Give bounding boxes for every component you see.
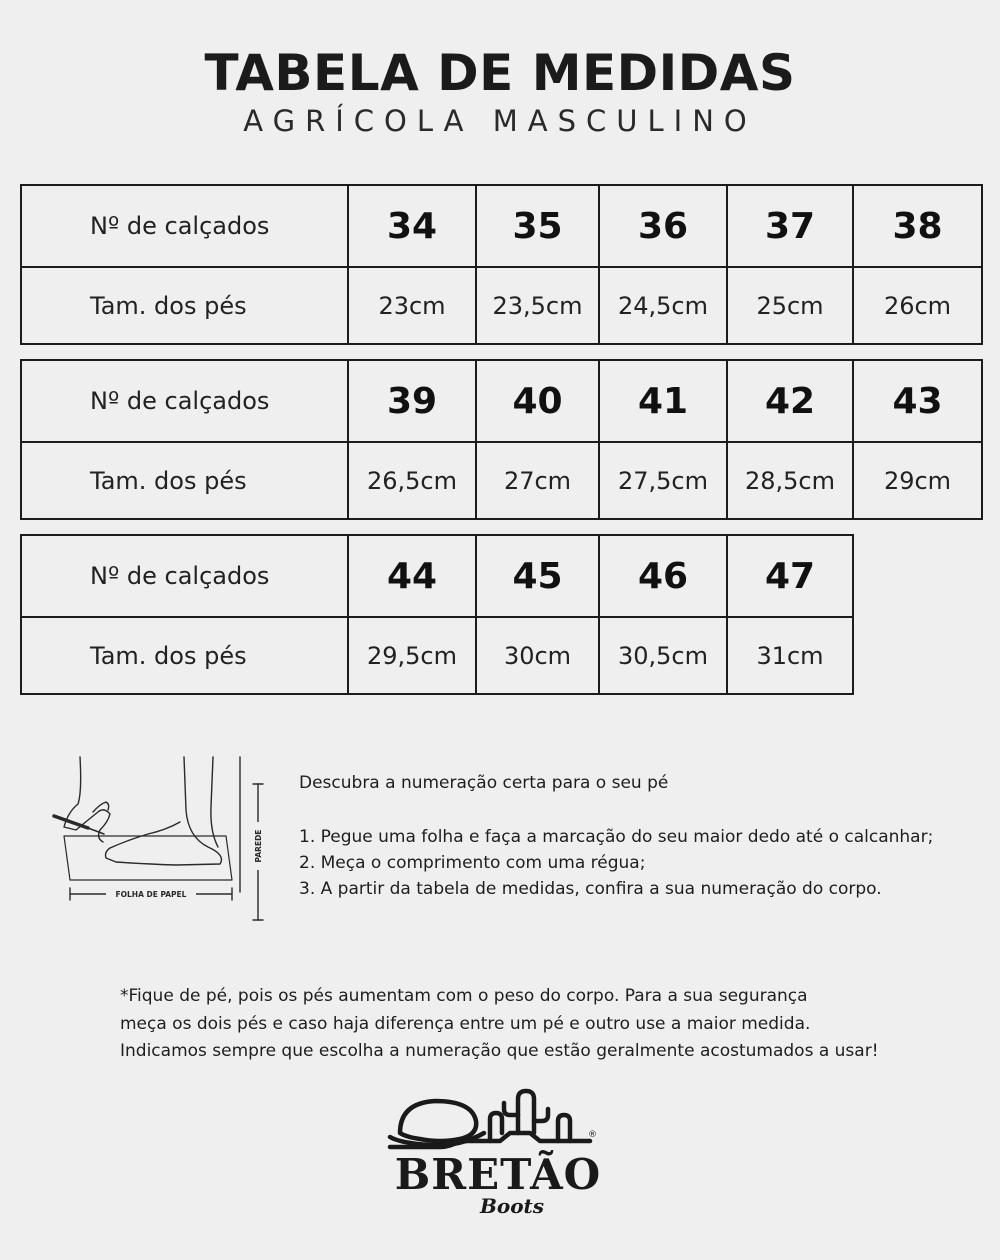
foot-measure-illustration <box>48 752 273 927</box>
wall-label: PAREDE <box>254 829 263 863</box>
brand-tagline: Boots <box>479 1194 545 1218</box>
length-cell: 26,5cm <box>348 442 476 519</box>
size-cell: 40 <box>476 360 599 442</box>
size-cell: 37 <box>727 185 853 267</box>
row-label-size: Nº de calçados <box>21 185 348 267</box>
length-cell: 27cm <box>476 442 599 519</box>
instructions-intro: Descubra a numeração certa para o seu pé <box>299 773 669 793</box>
size-cell: 43 <box>853 360 982 442</box>
bretao-logo <box>380 1085 625 1220</box>
instruction-step: 3. A partir da tabela de medidas, confira a sua numeração do corpo. <box>299 879 882 899</box>
length-cell: 28,5cm <box>727 442 853 519</box>
sizing-note <box>120 983 940 1066</box>
brand-name: BRETÃO <box>394 1150 602 1199</box>
page-title: TABELA DE MEDIDAS <box>204 44 796 102</box>
size-table-2 <box>20 359 983 520</box>
length-cell: 26cm <box>853 267 982 344</box>
size-cell: 41 <box>599 360 727 442</box>
length-cell: 29,5cm <box>348 617 476 694</box>
length-cell: 23,5cm <box>476 267 599 344</box>
size-cell: 36 <box>599 185 727 267</box>
note-line: Indicamos sempre que escolha a numeração que estão geralmente acostumados a usar! <box>120 1041 879 1061</box>
size-cell: 46 <box>599 535 727 617</box>
length-cell: 25cm <box>727 267 853 344</box>
size-cell: 39 <box>348 360 476 442</box>
registered-mark: ® <box>588 1130 597 1140</box>
size-cell: 38 <box>853 185 982 267</box>
length-cell: 30cm <box>476 617 599 694</box>
note-line: *Fique de pé, pois os pés aumentam com o peso do corpo. Para a sua segurança <box>120 986 808 1006</box>
size-table-1 <box>20 184 983 345</box>
size-cell: 34 <box>348 185 476 267</box>
paper-label: FOLHA DE PAPEL <box>115 890 187 899</box>
size-table-3 <box>20 534 983 695</box>
instruction-step: 1. Pegue uma folha e faça a marcação do seu maior dedo até o calcanhar; <box>299 827 934 847</box>
page-subtitle: AGRÍCOLA MASCULINO <box>243 104 757 138</box>
note-line: meça os dois pés e caso haja diferença entre um pé e outro use a maior medida. <box>120 1013 811 1034</box>
size-cell: 47 <box>727 535 853 617</box>
length-cell: 27,5cm <box>599 442 727 519</box>
length-cell: 31cm <box>727 617 853 694</box>
row-label-length: Tam. dos pés <box>21 442 348 519</box>
size-cell: 42 <box>727 360 853 442</box>
instructions <box>299 770 979 902</box>
row-label-length: Tam. dos pés <box>21 267 348 344</box>
row-label-length: Tam. dos pés <box>21 617 348 694</box>
instruction-step: 2. Meça o comprimento com uma régua; <box>299 853 646 873</box>
row-label-size: Nº de calçados <box>21 535 348 617</box>
size-cell: 45 <box>476 535 599 617</box>
row-label-size: Nº de calçados <box>21 360 348 442</box>
paper-outline <box>64 836 232 880</box>
length-cell: 30,5cm <box>599 617 727 694</box>
length-cell: 24,5cm <box>599 267 727 344</box>
size-cell: 44 <box>348 535 476 617</box>
length-cell: 23cm <box>348 267 476 344</box>
length-cell: 29cm <box>853 442 982 519</box>
foot-outline <box>106 757 222 865</box>
size-cell: 35 <box>476 185 599 267</box>
